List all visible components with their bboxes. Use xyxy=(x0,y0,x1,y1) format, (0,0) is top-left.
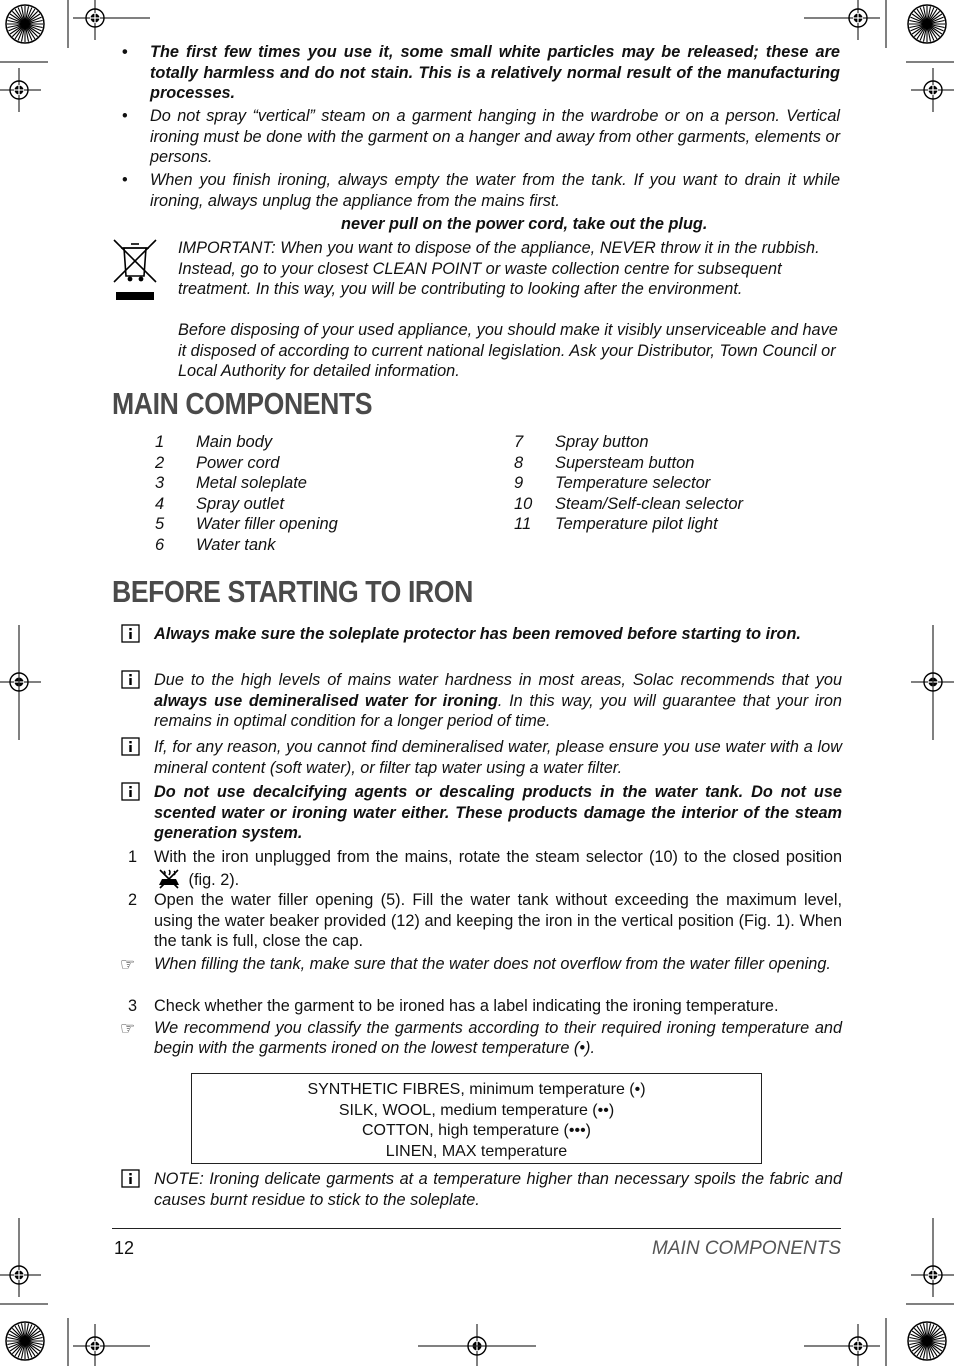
list-item xyxy=(155,432,485,453)
list-item xyxy=(514,514,834,535)
component-label: Spray button xyxy=(555,433,649,451)
step-text: Open the water filler opening (5). Fill the water tank without exceeding the maximum level, using the water beaker provided (12) and keeping the iron in the vertical position (Fig. 1). When the tank is full, close the cap. xyxy=(154,891,842,950)
info-text: Do not use decalcifying agents or descaling products in the water tank. Do not use scented water or ironing water either. These products damage the interior of the steam generation system. xyxy=(154,783,842,842)
power-cord-note: never pull on the power cord, take out the plug. xyxy=(341,215,708,233)
component-label: Temperature selector xyxy=(555,474,711,493)
hint-classify xyxy=(112,1019,842,1059)
step-text-end: (fig. 2). xyxy=(188,870,240,889)
component-list-left xyxy=(155,432,485,562)
bullet-empty-tank xyxy=(112,170,842,212)
component-number: 9 xyxy=(514,474,524,493)
info-icon xyxy=(121,737,141,757)
component-number: 1 xyxy=(155,433,165,451)
info-soleplate-protector xyxy=(112,624,842,666)
component-number: 6 xyxy=(155,536,165,554)
page-number: 12 xyxy=(114,1238,135,1258)
component-number: 2 xyxy=(155,453,165,472)
hint-overflow xyxy=(112,955,842,995)
list-item xyxy=(514,473,834,494)
step-2 xyxy=(112,890,842,952)
temperature-row: SYNTHETIC FIBRES, minimum temperature (•) xyxy=(307,1081,646,1098)
disposal-important: IMPORTANT: When you want to dispose of the appliance, NEVER throw it in the rubbish. Instead, go to your closest CLEAN POINT or waste collection centre for subsequent treatment. In this way, you will be contributing to looking after the environment. xyxy=(178,239,820,298)
step-1 xyxy=(112,847,842,889)
component-number: 7 xyxy=(514,433,524,451)
step-text xyxy=(154,847,842,890)
pointing-hand-icon: ☞ xyxy=(120,1019,136,1038)
list-item xyxy=(514,494,834,515)
list-item xyxy=(155,453,485,474)
component-number: 5 xyxy=(155,515,165,534)
step-text-start: With the iron unplugged from the mains, rotate the steam selector (10) to the closed position xyxy=(154,848,842,866)
hint-text: When filling the tank, make sure that the water does not overflow from the water filler opening. xyxy=(154,955,831,973)
info-text: If, for any reason, you cannot find demineralised water, please ensure you use water with a low mineral content (soft water), or filter tap water using a water filter. xyxy=(154,738,842,777)
info-text-end: . In this way, you will guarantee that your iron remains in optimal condition for a longer period of time. xyxy=(154,691,842,730)
bullet-dot: • xyxy=(122,171,128,189)
component-label: Steam/Self-clean selector xyxy=(555,494,744,513)
info-icon xyxy=(121,670,141,690)
info-demineralised-water xyxy=(112,670,842,732)
pointing-hand-icon: ☞ xyxy=(120,955,136,974)
bullet-vertical-steam xyxy=(112,106,842,168)
component-number: 11 xyxy=(514,515,532,534)
note-text: NOTE: Ironing delicate garments at a temperature higher than necessary spoils the fabric and causes burnt residue to stick to the soleplate. xyxy=(154,1170,842,1209)
note-delicate xyxy=(112,1169,842,1211)
info-no-descaling xyxy=(112,782,842,844)
bullet-dot: • xyxy=(122,107,128,125)
step-number: 3 xyxy=(128,997,138,1015)
temperature-row: LINEN, MAX temperature xyxy=(385,1142,568,1160)
bullet-text: When you finish ironing, always empty the water from the tank. If you want to drain it while ironing, always unplug the appliance from the mains first. xyxy=(150,171,840,210)
component-number: 8 xyxy=(514,453,524,472)
info-text-start: Due to the high levels of mains water hardness in most areas, Solac recommends that you xyxy=(154,671,842,689)
component-label: Supersteam button xyxy=(555,453,695,472)
list-item xyxy=(155,473,485,494)
list-item xyxy=(155,535,485,556)
list-item xyxy=(514,453,834,474)
list-item xyxy=(155,514,485,535)
footer-divider xyxy=(112,1228,841,1229)
component-number: 4 xyxy=(155,494,165,513)
component-number: 3 xyxy=(155,474,165,493)
info-text-emphasis: always use demineralised water for ironing xyxy=(154,691,498,710)
list-item xyxy=(514,432,834,453)
info-icon xyxy=(121,624,141,644)
component-label: Metal soleplate xyxy=(196,474,307,493)
bullet-particles xyxy=(112,42,842,104)
component-label: Temperature pilot light xyxy=(555,515,718,534)
component-label: Water tank xyxy=(196,536,276,554)
temperature-table xyxy=(191,1073,762,1164)
bullet-text: Do not spray “vertical” steam on a garment hanging in the wardrobe or on a person. Vertical ironing must be done with the garment on a hanger and away from other garments, elements or persons. xyxy=(150,107,840,166)
component-label: Water filler opening xyxy=(196,515,338,534)
temperature-row: COTTON, high temperature (•••) xyxy=(361,1122,591,1140)
info-icon xyxy=(121,1169,141,1189)
list-item xyxy=(155,494,485,515)
step-number: 1 xyxy=(128,848,138,866)
footer-section-title: MAIN COMPONENTS xyxy=(652,1238,841,1259)
main-components-heading: MAIN COMPONENTS xyxy=(112,386,373,421)
component-label: Main body xyxy=(196,433,273,451)
hint-text: We recommend you classify the garments according to their required ironing temperature and begin with the garments ironed on the lowest temperature (•). xyxy=(154,1019,842,1057)
info-icon xyxy=(121,782,141,802)
step-text: Check whether the garment to be ironed has a label indicating the ironing temperature. xyxy=(154,997,779,1015)
component-label: Spray outlet xyxy=(196,494,285,513)
crossed-bin-icon xyxy=(110,236,160,302)
component-label: Power cord xyxy=(196,453,280,472)
disposal-unserviceable: Before disposing of your used appliance, you should make it visibly unserviceable and have it disposed of according to current national legislation. Ask your Distributor, Town Council or Local Authority for detailed information. xyxy=(178,321,838,380)
bullet-dot: • xyxy=(122,43,128,61)
info-text xyxy=(154,670,842,732)
info-text: Always make sure the soleplate protector has been removed before starting to iron. xyxy=(154,625,801,643)
bullet-text: The first few times you use it, some small white particles may be released; these are totally harmless and do not stain. This is a relatively normal result of the manufacturing processes. xyxy=(150,43,840,102)
component-number: 10 xyxy=(514,494,533,513)
no-steam-icon xyxy=(156,868,182,890)
before-starting-heading: BEFORE STARTING TO IRON xyxy=(112,574,473,609)
step-number: 2 xyxy=(128,891,138,909)
info-soft-water xyxy=(112,737,842,779)
temperature-row: SILK, WOOL, medium temperature (••) xyxy=(338,1101,615,1119)
step-3 xyxy=(112,996,842,1017)
component-list-right xyxy=(514,432,834,542)
